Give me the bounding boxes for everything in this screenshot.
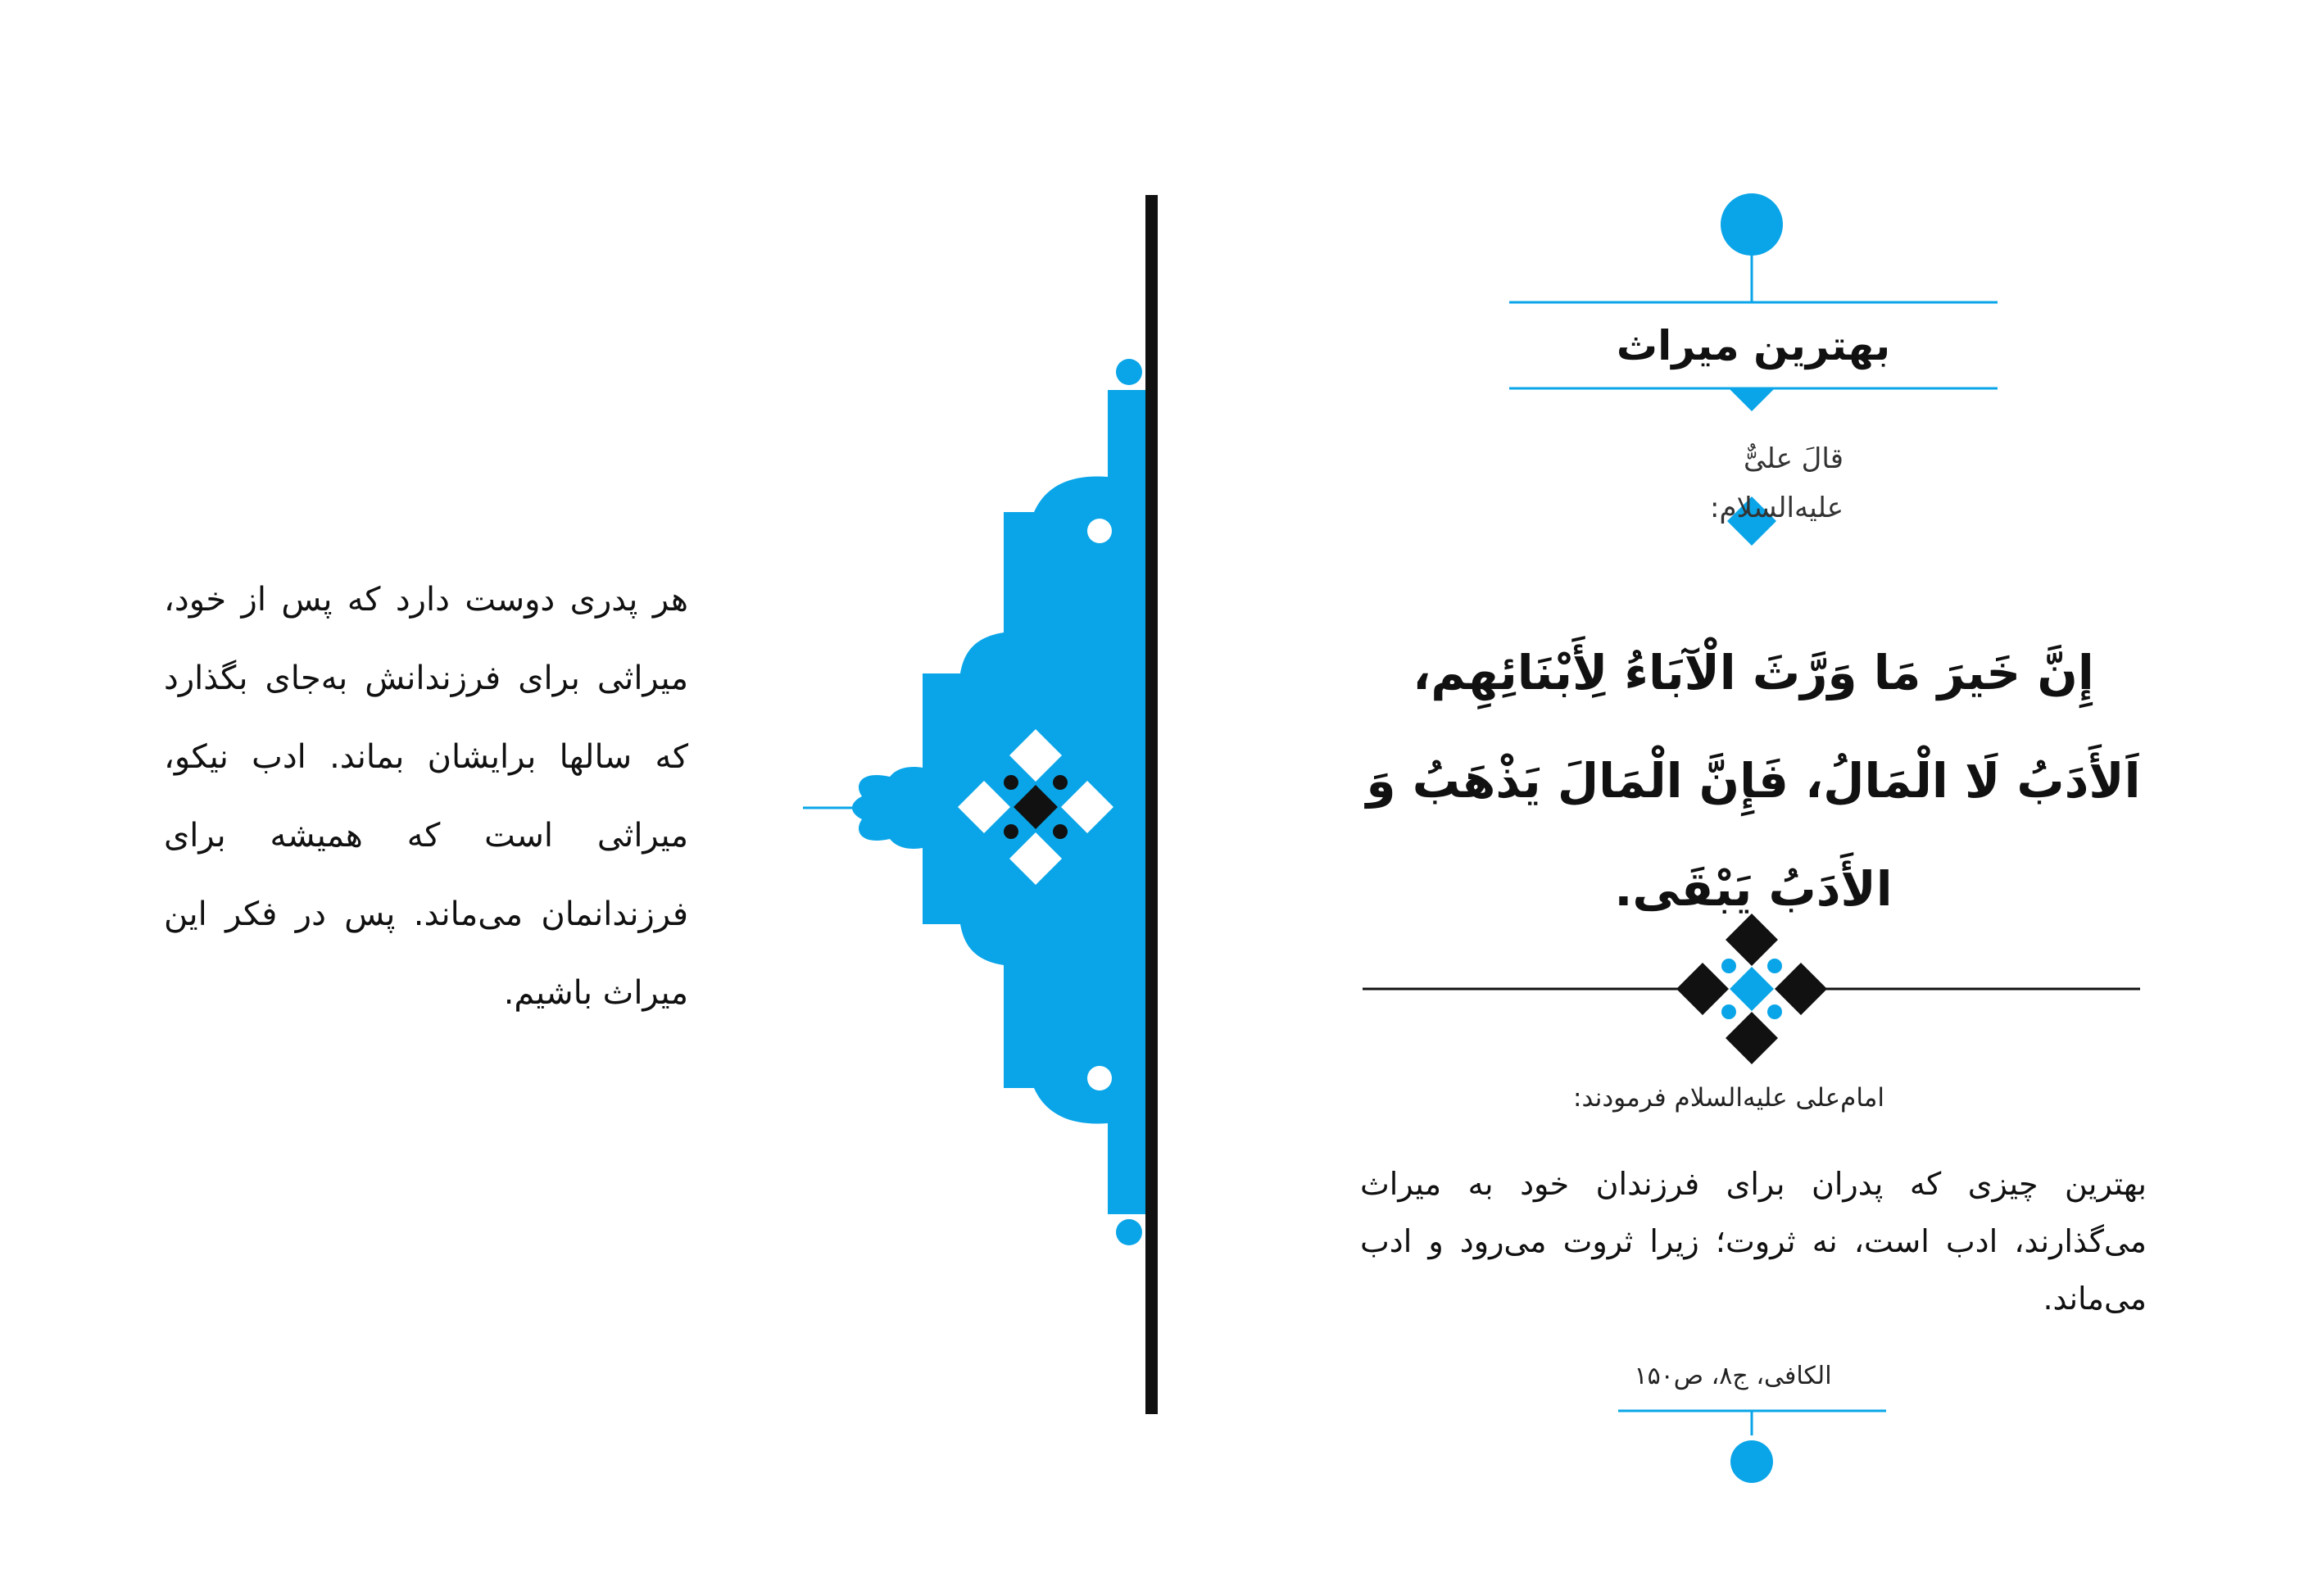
side-note-text: هر پدری دوست دارد که پس از خود، میراثی برای فرزندانش به‌جای بگذارد که سالها برایشان بماند. ادب نیکو، میراثی است که همیشه برای فرزندانمان می‌ماند. پس در فکر این میراث باشیم.: [164, 581, 688, 1012]
page-title: بهترین میراث: [1616, 322, 1891, 370]
bottom-circle-icon: [1730, 1440, 1773, 1483]
translation-intro: امام‌علی عليه‌السلام فرمودند:: [1573, 1083, 1884, 1113]
source-citation: الکافی، ج۸، ص۱۵۰: [1634, 1362, 1832, 1390]
said-line: قالَ علیٌّ عليه‌السلام:: [1710, 442, 1844, 524]
header-pointer-icon: [1729, 388, 1775, 411]
center-divider-bar: [1145, 195, 1158, 1414]
top-circle-icon: [1721, 193, 1783, 256]
translation-text: بهترین چیزی که پدران برای فرزندان خود به میراث می‌گذارند، ادب است، نه ثروت؛ زیرا ثروت می‌رود و ادب می‌ماند.: [1360, 1166, 2147, 1317]
arch-ornament-icon: [803, 359, 1145, 1245]
arabic-quote: إِنَّ خَیرَ مَا وَرَّثَ الْآبَاءُ لِأَبْنَائِهِم، اَلأَدَبُ لَا الْمَالُ، فَإِنَّ الْمَالَ یَذْهَبُ وَ الأَدَبُ یَبْقَی.: [1366, 645, 2141, 917]
